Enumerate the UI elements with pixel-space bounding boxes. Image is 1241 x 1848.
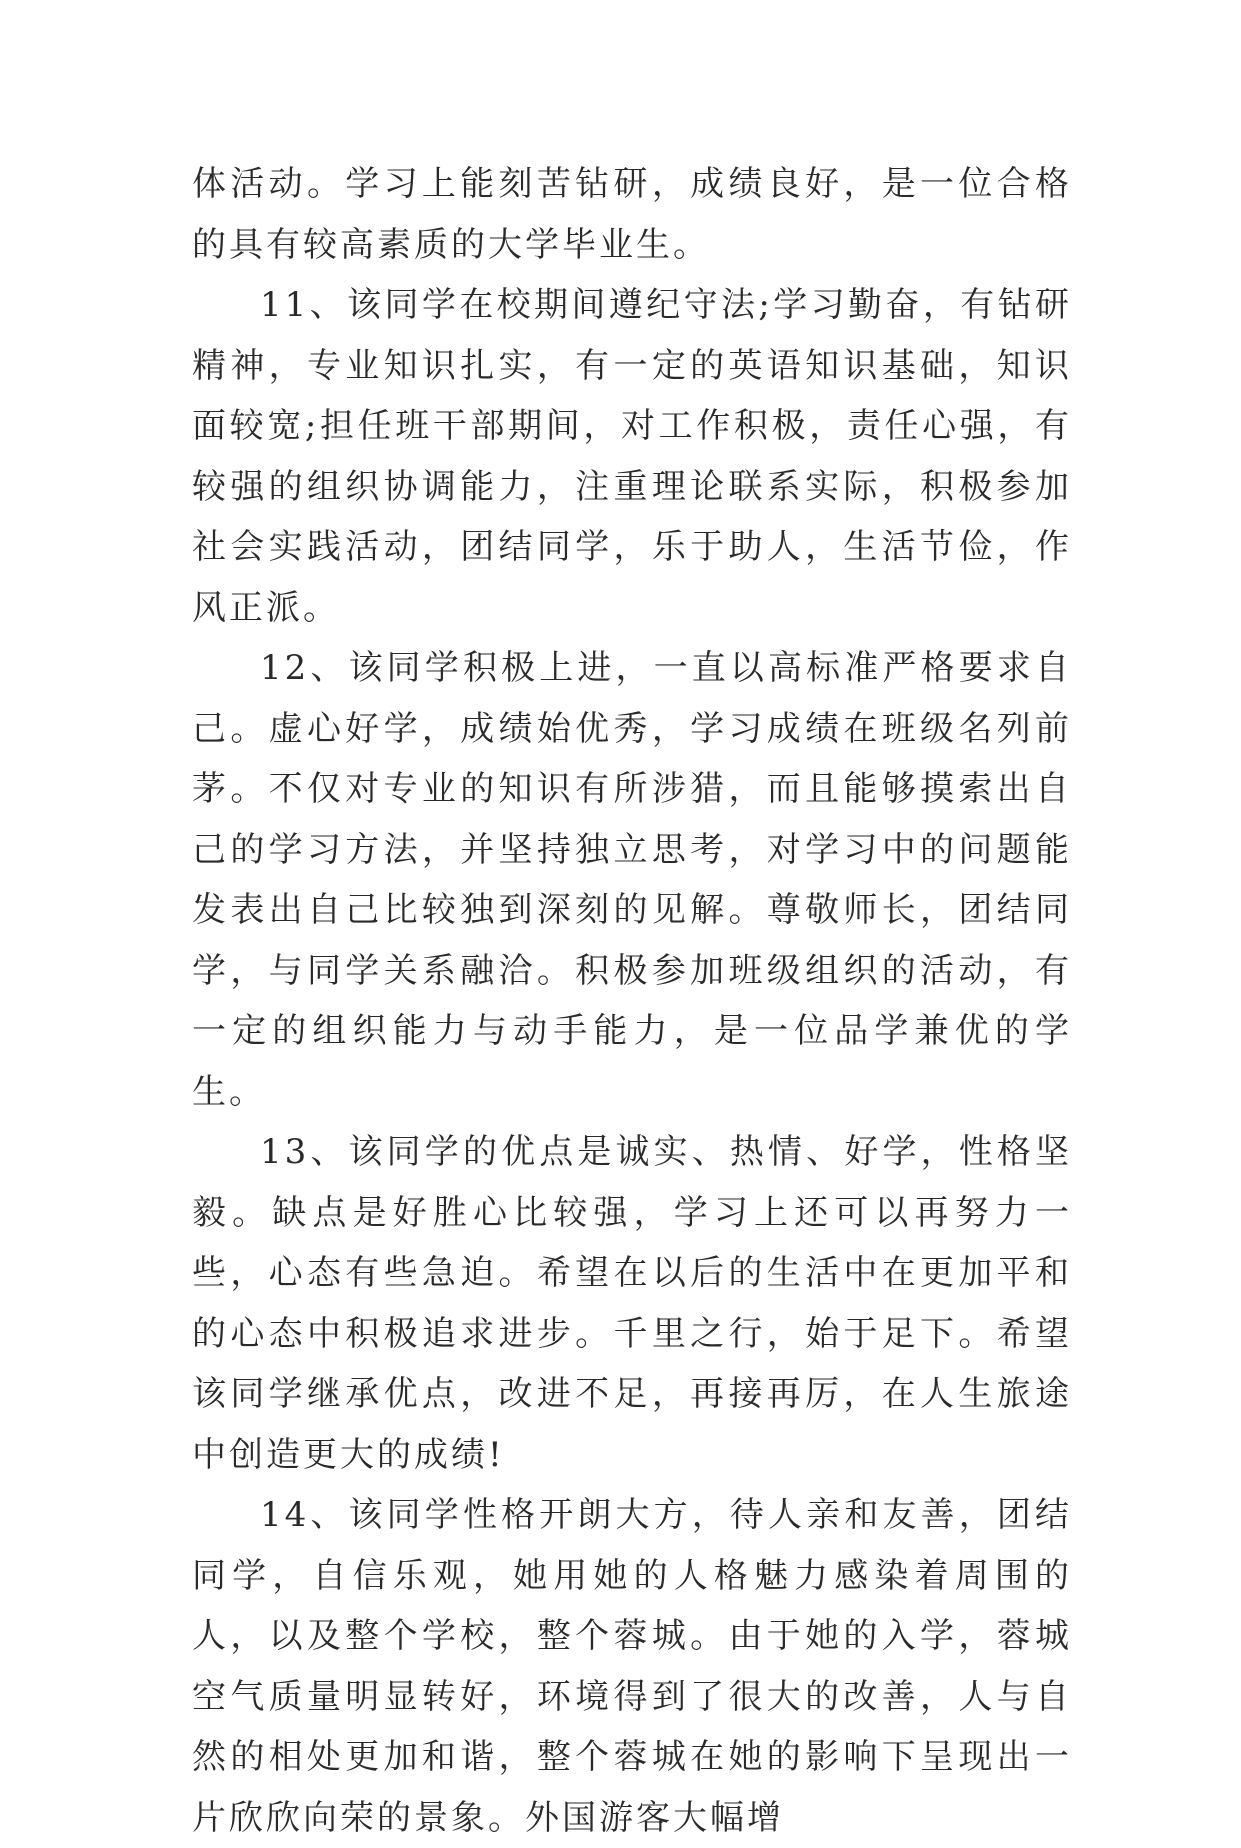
paragraph-item-12: 12、该同学积极上进，一直以高标准严格要求自己。虚心好学，成绩始优秀，学习成绩在班级名列前茅。不仅对专业的知识有所涉猎，而且能够摸索出自己的学习方法，并坚持独立思考，对学习中的问题能发表出自己比较独到深刻的见解。尊敬师长，团结同学，与同学关系融洽。积极参加班级组织的活动，有一定的组织能力与动手能力，是一位品学兼优的学生。	[192, 648, 1072, 1112]
paragraph-item-14: 14、该同学性格开朗大方，待人亲和友善，团结同学，自信乐观，她用她的人格魅力感染着周围的人，以及整个学校，整个蓉城。由于她的入学，蓉城空气质量明显转好，环境得到了很大的改善，人与自然的相处更加和谐，整个蓉城在她的影响下呈现出一片欣欣向荣的景象。外国游客大幅增	[192, 1495, 1072, 1838]
document-body	[192, 154, 1072, 1848]
paragraph-item-11: 11、该同学在校期间遵纪守法;学习勤奋，有钻研精神，专业知识扎实，有一定的英语知识基础，知识面较宽;担任班干部期间，对工作积极，责任心强，有较强的组织协调能力，注重理论联系实际，积极参加社会实践活动，团结同学，乐于助人，生活节俭，作风正派。	[192, 285, 1072, 628]
paragraph-continuation: 体活动。学习上能刻苦钻研，成绩良好，是一位合格的具有较高素质的大学毕业生。	[192, 164, 1072, 265]
paragraph-item-13: 13、该同学的优点是诚实、热情、好学，性格坚毅。缺点是好胜心比较强，学习上还可以再努力一些，心态有些急迫。希望在以后的生活中在更加平和的心态中积极追求进步。千里之行，始于足下。希望该同学继承优点，改进不足，再接再厉，在人生旅途中创造更大的成绩!	[192, 1132, 1072, 1475]
